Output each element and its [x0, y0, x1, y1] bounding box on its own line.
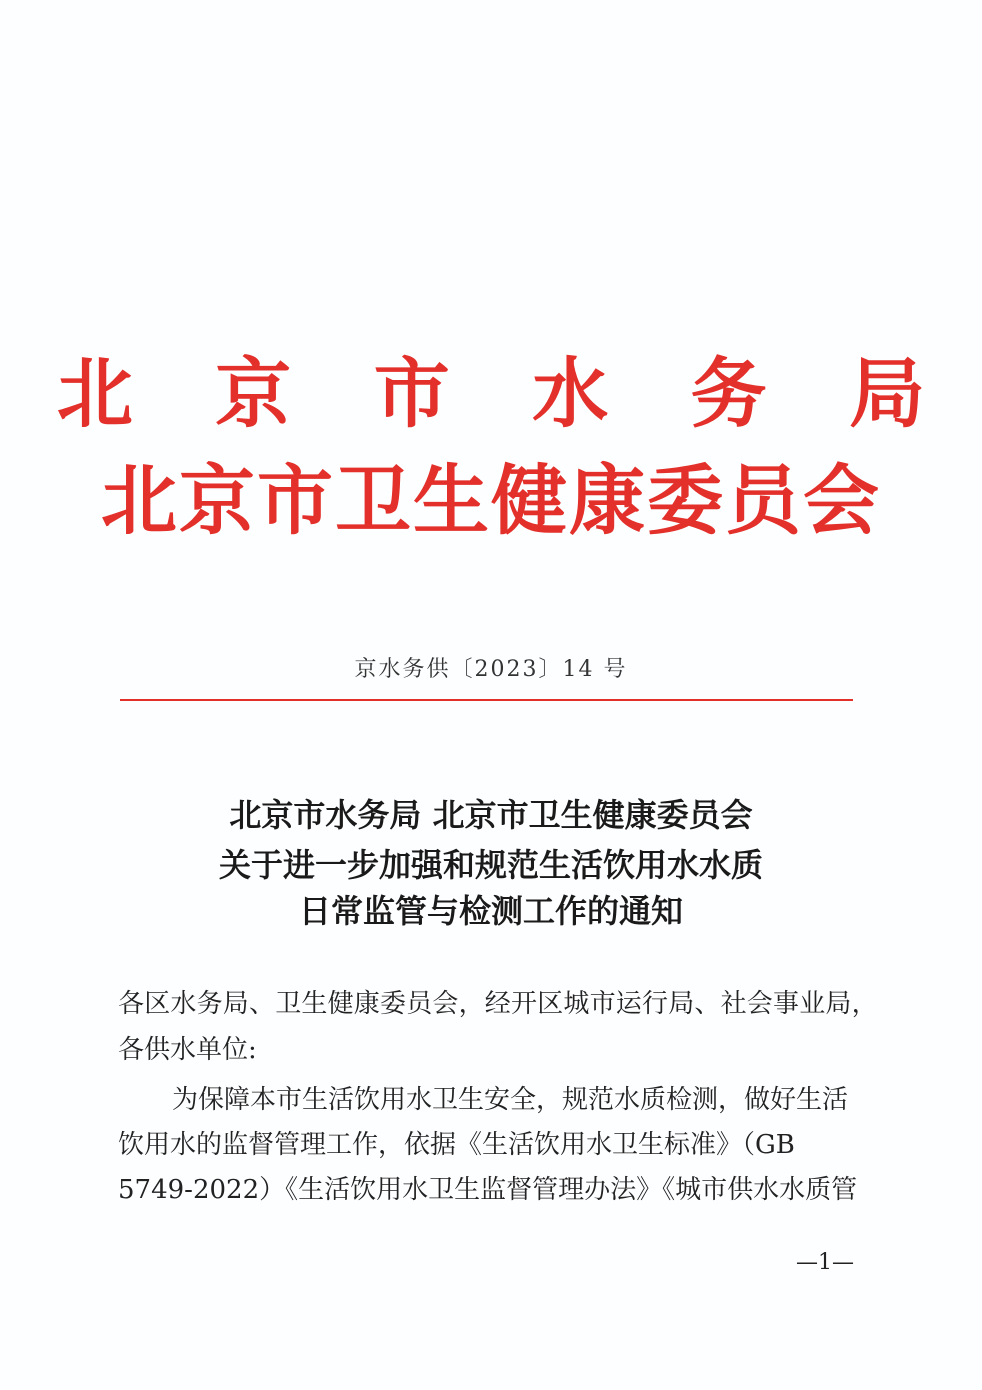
issuer-header-health-commission: 北京市卫生健康委员会	[101, 456, 881, 545]
recipients-line-2: 各供水单位:	[118, 1035, 257, 1065]
document-title-line-3: 日常监管与检测工作的通知	[298, 892, 683, 930]
red-separator-rule	[120, 699, 853, 701]
body-paragraph-line-1: 为保障本市生活饮用水卫生安全，规范水质检测，做好生活	[172, 1085, 849, 1115]
page-number: —1—	[796, 1250, 854, 1275]
body-paragraph-line-2: 饮用水的监督管理工作，依据《生活饮用水卫生标准》（GB	[118, 1130, 795, 1160]
document-title-line-1: 北京市水务局 北京市卫生健康委员会	[229, 796, 753, 834]
issuer-header-water-bureau: 北 京 市 水 务 局	[56, 349, 954, 438]
document-title-line-2: 关于进一步加强和规范生活饮用水水质	[218, 846, 763, 884]
body-paragraph-line-3: 5749-2022）《生活饮用水卫生监督管理办法》《城市供水水质管	[118, 1175, 858, 1205]
recipients-line-1: 各区水务局、卫生健康委员会，经开区城市运行局、社会事业局，	[118, 989, 878, 1019]
document-number: 京水务供〔2023〕14 号	[354, 657, 628, 682]
